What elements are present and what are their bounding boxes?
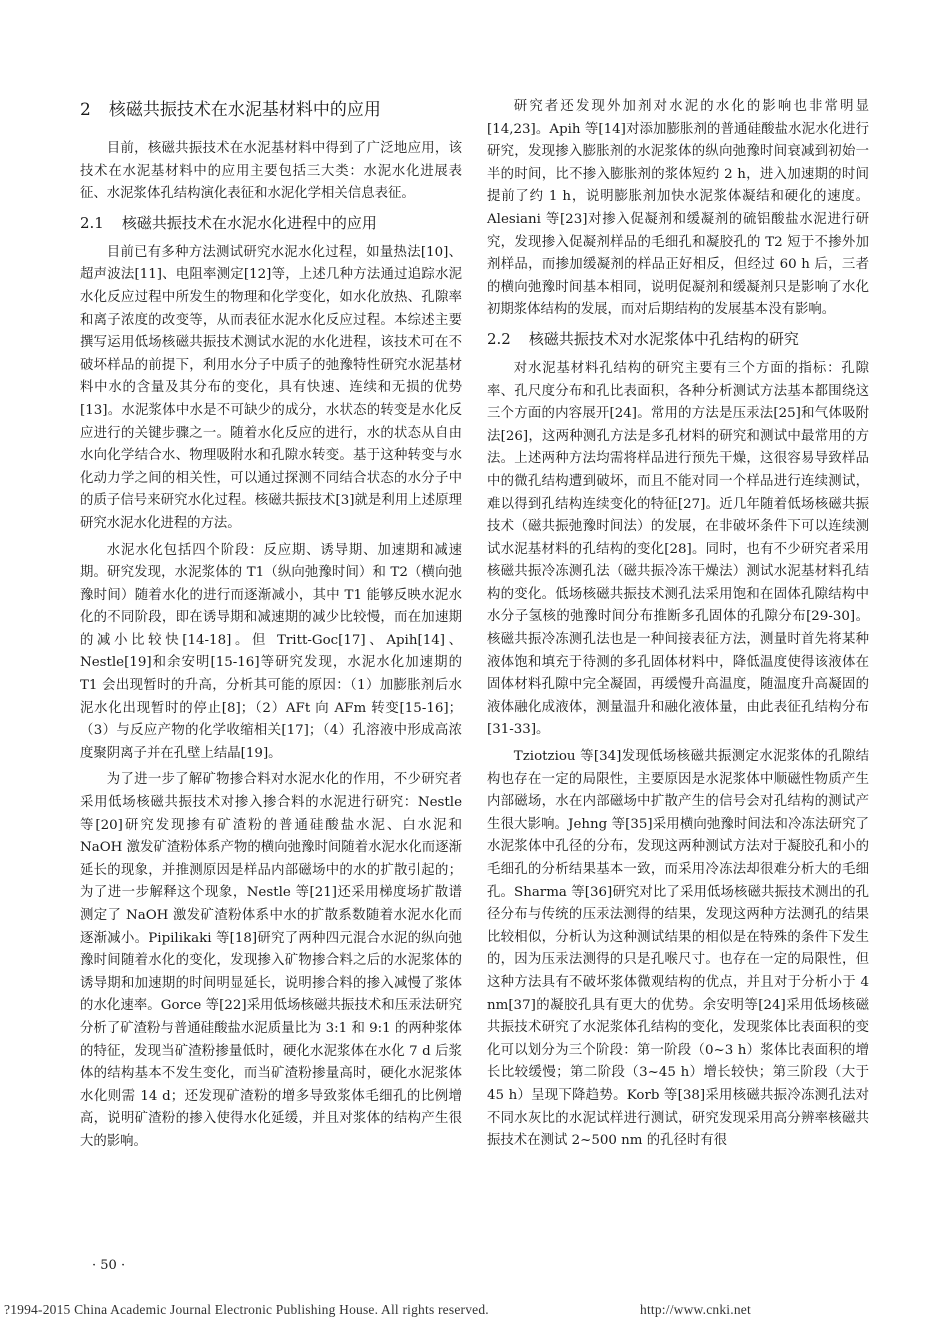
intro-paragraph: 目前，核磁共振技术在水泥基材料中得到了广泛地应用，该技术在水泥基材料中的应用主要包括三大类：水泥水化进展表征、水泥浆体孔结构演化表征和水泥化学相关信息表征。	[80, 141, 462, 202]
right-column	[487, 96, 869, 1157]
left-column	[80, 96, 462, 1158]
subsection-number: 2.1	[80, 213, 104, 232]
body-paragraph: Tziotziou 等[34]发现低场核磁共振测定水泥浆体的孔隙结构也存在一定的局限性，主要原因是水泥浆体中顺磁性物质产生内部磁场，水在内部磁场中扩散产生的信号会对孔结构的测试产生很大影响。Jehng 等[35]采用横向弛豫时间法和冷冻法研究了水泥浆体中孔径的分布，发现这两种测试方法对于凝胶孔和小的毛细孔的分析结果基本一致，而采用冷冻法却很难分析大的毛细孔。Sharma 等[36]研究对比了采用低场核磁共振技术测出的孔径分布与传统的压汞法测得的结果，发现这两种方法测孔的结果比较相似，分析认为这种测试结果的相似是在特殊的条件下发生的，因为压汞法测得的只是孔喉尺寸。也存在一定的局限性，但这种方法具有不破坏浆体微观结构的优点，并且对于分析小于 4 nm[37]的凝胶孔具有更大的优势。余安明等[24]采用低场核磁共振技术研究了水泥浆体孔结构的变化，发现浆体比表面积的变化可以划分为三个阶段：第一阶段（0~3 h）浆体比表面积的增长比较缓慢；第二阶段（3~45 h）增长较快；第三阶段（大于 45 h）呈现下降趋势。Korb 等[38]采用核磁共振冷冻测孔法对不同水灰比的水泥试样进行测试，研究发现采用高分辨率核磁共振技术在测试 2~500 nm 的孔径时有很	[487, 749, 869, 1149]
body-paragraph: 水泥水化包括四个阶段：反应期、诱导期、加速期和减速期。研究发现，水泥浆体的 T1（纵向弛豫时间）和 T2（横向弛豫时间）随着水化的进行而逐渐减小，其中 T1 能够反映水泥水化的不同阶段，即在诱导期和减速期的减少比较慢，而在加速期的减小比较快[14-18]。但 Tritt-Goc[17]、Apih[14]、Nestle[19]和余安明[15-16]等研究发现，水泥水化加速期的 T1 会出现暂时的升高，分析其可能的原因：（1）加膨胀剂后水泥水化出现暂时的停止[8]；（2）AFt 向 AFm 转变[15-16]；（3）与反应产物的化学收缩相关[17]；（4）孔溶液中形成高浓度聚阴离子并在孔壁上结晶[19]。	[80, 542, 462, 761]
section-title: 核磁共振技术在水泥基材料中的应用	[108, 100, 381, 120]
subsection-heading-2-1	[80, 210, 462, 236]
body-paragraph: 对水泥基材料孔结构的研究主要有三个方面的指标：孔隙率、孔尺度分布和孔比表面积，各种分析测试方法基本都围绕这三个方面的内容展开[24]。常用的方法是压汞法[25]和气体吸附法[26]，这两种测孔方法是多孔材料的研究和测试中最常用的方法。上述两种方法均需将样品进行预先干燥，这很容易导致样品中的微孔结构遭到破坏，而且不能对同一个样品进行连续测试，难以得到孔结构连续变化的特征[27]。近几年随着低场核磁共振技术（磁共振弛豫时间法）的发展，在非破坏条件下可以连续测试水泥基材料的孔结构的变化[28]。同时，也有不少研究者采用核磁共振冷冻测孔法（磁共振冷冻干燥法）测试水泥基材料孔结构的变化。低场核磁共振技术测孔法采用饱和在固体孔隙结构中水分子氢核的弛豫时间分布推断多孔固体的孔隙分布[29-30]。核磁共振冷冻测孔法也是一种间接表征方法，测量时首先将某种液体饱和填充于待测的多孔固体材料中，降低温度使得该液体在固体材料孔隙中完全凝固，再缓慢升高温度，随温度升高凝固的液体融化成液体，测量温升和融化液体量，由此表征孔结构分布[31-33]。	[487, 360, 869, 738]
footer-link[interactable]: http://www.cnki.net	[640, 1302, 751, 1317]
section-heading	[80, 96, 462, 124]
body-paragraph: 研究者还发现外加剂对水泥的水化的影响也非常明显[14,23]。Apih 等[14]对添加膨胀剂的普通硅酸盐水泥水化进行研究，发现掺入膨胀剂的水泥浆体的纵向弛豫时间衰减到初始一半的时间，比不掺入膨胀剂的浆体短约 2 h，进入加速期的时间提前了约 1 h，说明膨胀剂加快水泥浆体凝结和硬化的速度。Alesiani 等[23]对掺入促凝剂和缓凝剂的硫铝酸盐水泥进行研究，发现掺入促凝剂样品的毛细孔和凝胶孔的 T2 短于不掺外加剂样品，而掺加缓凝剂的样品正好相反，但经过 60 h 后，三者的横向弛豫时间基本相同，说明促凝剂和缓凝剂只是影响了水化初期浆体结构的发展，而对后期结构的发展基本没有影响。	[487, 99, 869, 318]
subsection-title: 核磁共振技术对水泥浆体中孔结构的研究	[528, 329, 799, 348]
subsection-number: 2.2	[487, 329, 511, 348]
section-number: 2	[80, 100, 91, 120]
subsection-heading-2-2	[487, 326, 869, 352]
copyright-notice: ?1994-2015 China Academic Journal Electronic Publishing House. All rights reserved.	[4, 1302, 489, 1317]
body-paragraph: 为了进一步了解矿物掺合料对水泥水化的作用，不少研究者采用低场核磁共振技术对掺入掺合料的水泥进行研究：Nestle 等[20]研究发现掺有矿渣粉的普通硅酸盐水泥、白水泥和 NaOH 激发矿渣粉体系产物的横向弛豫时间随着水泥水化而逐渐延长的现象，并推测原因是样品内部磁场中的水的扩散引起的；为了进一步解释这个现象，Nestle 等[21]还采用梯度场扩散谱测定了 NaOH 激发矿渣粉体系中水的扩散系数随着水泥水化而逐渐减小。Pipilikaki 等[18]研究了两种四元混合水泥的纵向弛豫时间随着水化的变化，发现掺入矿物掺合料之后的水泥浆体的诱导期和加速期的时间明显延长，说明掺合料的掺入减慢了浆体的水化速率。Gorce 等[22]采用低场核磁共振技术和压汞法研究分析了矿渣粉与普通硅酸盐水泥质量比为 3:1 和 9:1 的两种浆体的特征，发现当矿渣粉掺量低时，硬化水泥浆体在水化 7 d 后浆体的结构基本不发生变化，而当矿渣粉掺量高时，硬化水泥浆体水化则需 14 d；还发现矿渣粉的增多导致浆体毛细孔的比例增高，说明矿渣粉的掺入使得水化延缓，并且对浆体的结构产生很大的影响。	[80, 772, 462, 1149]
subsection-title: 核磁共振技术在水泥水化进程中的应用	[121, 213, 377, 232]
page-number: · 50 ·	[92, 1258, 126, 1273]
body-paragraph: 目前已有多种方法测试研究水泥水化过程，如量热法[10]、超声波法[11]、电阻率测定[12]等，上述几种方法通过追踪水泥水化反应过程中所发生的物理和化学变化，如水化放热、孔隙率和离子浓度的改变等，从而表征水泥水化反应过程。本综述主要撰写运用低场核磁共振技术测试水泥的水化进程，该技术可在不破坏样品的前提下，利用水分子中质子的弛豫特性研究水泥基材料中水的含量及其分布的变化，具有快速、连续和无损的优势[13]。水泥浆体中水是不可缺少的成分，水状态的转变是水化反应进行的关键步骤之一。随着水化反应的进行，水的状态从自由水向化学结合水、物理吸附水和孔隙水转变。基于这种转变与水化动力学之间的相关性，可以通过探测不同结合状态的水分子中的质子信号来研究水化过程。核磁共振技术[3]就是利用上述原理研究水泥水化进程的方法。	[80, 244, 462, 531]
